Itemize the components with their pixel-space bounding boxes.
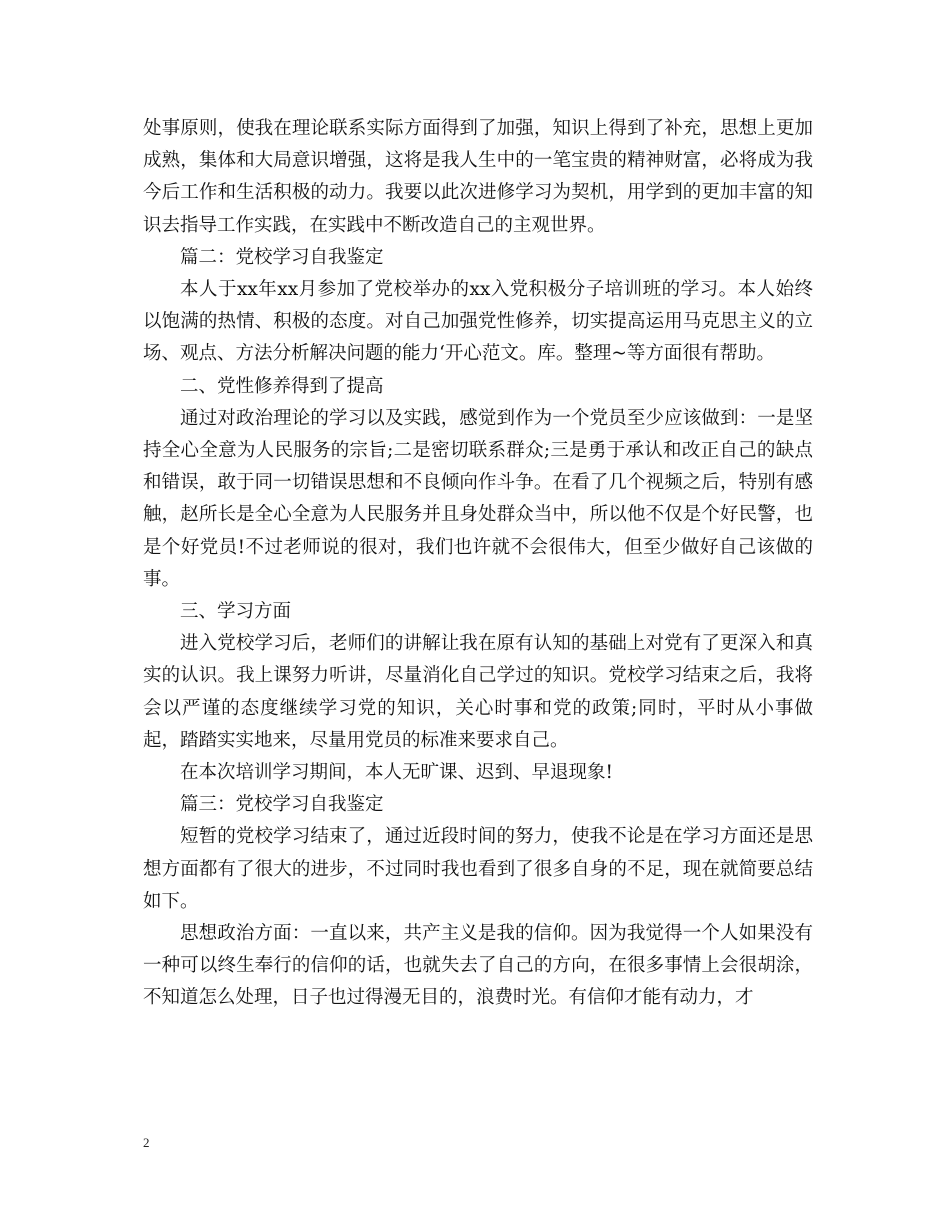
page-number: 2: [143, 1135, 150, 1150]
section-heading: 二、党性修养得到了提高: [180, 375, 384, 397]
paragraph: 进入党校学习后，老师们的讲解让我在原有认知的基础上对党有了更深入和真实的认识。我上课努力听讲，尽量消化自己学过的知识。党校学习结束之后，我将会以严谨的态度继续学习党的知识，关心时事和党的政策;同时，平时从小事做起，踏踏实实地来，尽量用党员的标准来要求自己。: [143, 633, 813, 751]
paragraph: 本人于xx年xx月参加了党校举办的xx入党积极分子培训班的学习。本人始终以饱满的热情、积极的态度。对自己加强党性修养，切实提高运用马克思主义的立场、观点、方法分析解决问题的能力‘开心范文。库。整理~等方面很有帮助。: [143, 279, 813, 365]
paragraph: 思想政治方面：一直以来，共产主义是我的信仰。因为我觉得一个人如果没有一种可以终生奉行的信仰的话，也就失去了自己的方向，在很多事情上会很胡涂，不知道怎么处理，日子也过得漫无目的，浪费时光。有信仰才能有动力，才: [143, 923, 813, 1009]
section-heading: 篇三：党校学习自我鉴定: [180, 794, 384, 816]
paragraph: 在本次培训学习期间，本人无旷课、迟到、早退现象!: [180, 762, 613, 784]
document-body: [143, 113, 813, 1015]
paragraph: 短暂的党校学习结束了，通过近段时间的努力，使我不论是在学习方面还是思想方面都有了很大的进步，不过同时我也看到了很多自身的不足，现在就简要总结如下。: [143, 826, 813, 912]
paragraph: 通过对政治理论的学习以及实践，感觉到作为一个党员至少应该做到：一是坚持全心全意为人民服务的宗旨;二是密切联系群众;三是勇于承认和改正自己的缺点和错误，敢于同一切错误思想和不良倾向作斗争。在看了几个视频之后，特别有感触，赵所长是全心全意为人民服务并且身处群众当中，所以他不仅是个好民警，也是个好党员!不过老师说的很对，我们也许就不会很伟大，但至少做好自己该做的事。: [143, 407, 813, 590]
section-heading: 篇二：党校学习自我鉴定: [180, 246, 384, 268]
paragraph: 处事原则，使我在理论联系实际方面得到了加强，知识上得到了补充，思想上更加成熟，集体和大局意识增强，这将是我人生中的一笔宝贵的精神财富，必将成为我今后工作和生活积极的动力。我要以此次进修学习为契机，用学到的更加丰富的知识去指导工作实践，在实践中不断改造自己的主观世界。: [143, 118, 813, 236]
section-heading: 三、学习方面: [180, 601, 292, 623]
